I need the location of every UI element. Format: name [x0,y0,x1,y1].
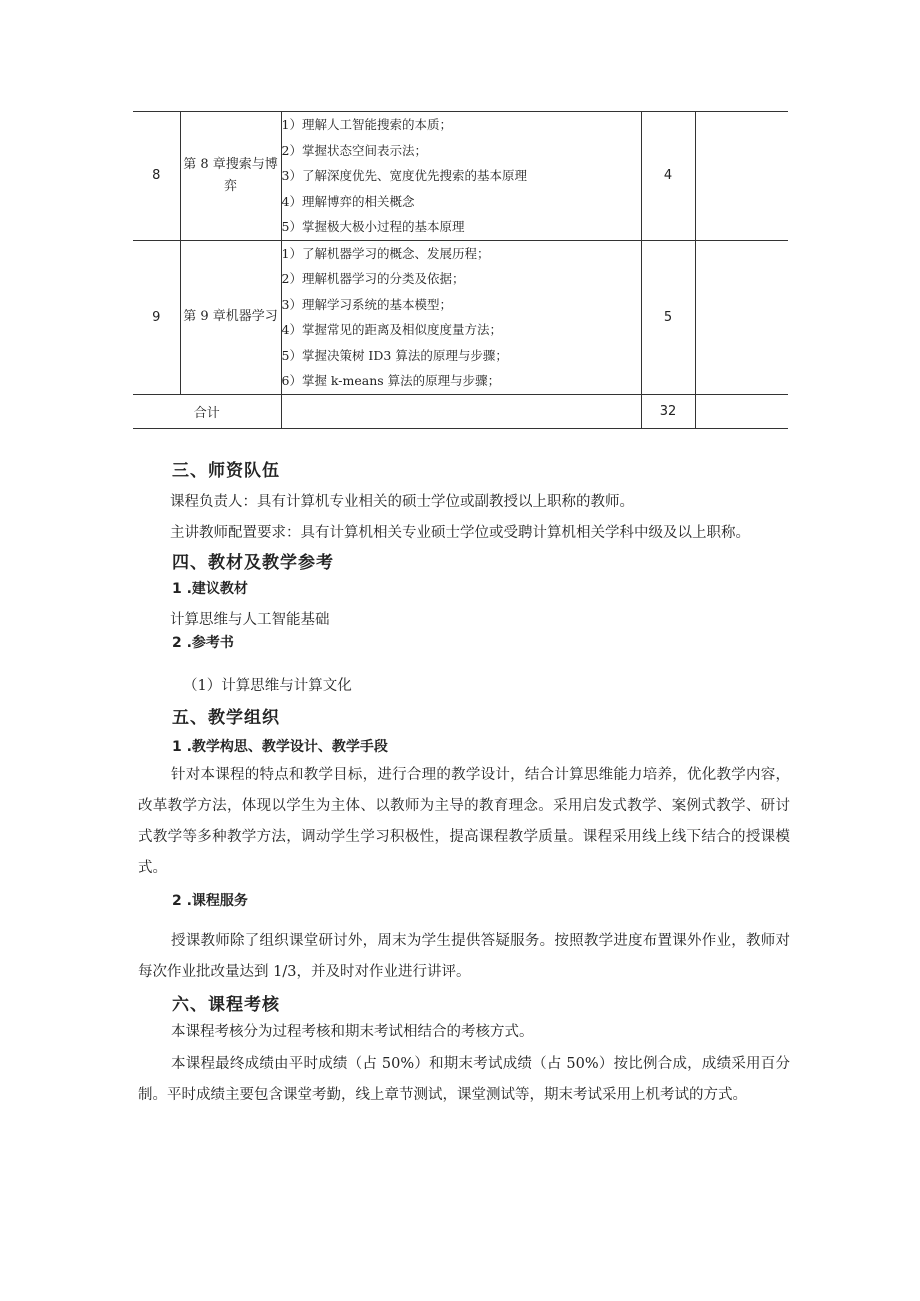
subheading-references: 2 .参考书 [172,635,234,651]
note-cell [695,112,788,241]
total-row [133,394,788,428]
subheading-textbook: 1 .建议教材 [172,581,248,597]
total-note-cell [695,394,788,428]
section-title-assessment: 六、课程考核 [172,995,280,1015]
section-title-textbooks: 四、教材及教学参考 [172,553,334,573]
section-title-faculty: 三、师资队伍 [172,461,280,481]
goal-item: 4）理解博弈的相关概念 [281,193,415,209]
reference-item: （1）计算思维与计算文化 [183,678,352,694]
row-number: 8 [133,112,180,241]
goal-item: 3）理解学习系统的基本模型； [281,296,452,312]
assessment-paragraph-2: 本课程最终成绩由平时成绩（占 50%）和期末考试成绩（占 50%）按比例合成，成绩采用百分制。平时成绩主要包含课堂考勤，线上章节测试，课堂测试等，期末考试采用上机考试的方式。 [138,1056,790,1103]
total-goals-cell [281,394,641,428]
goal-item: 2）理解机器学习的分类及依据； [281,271,465,286]
goal-item: 6）掌握 k-means 算法的原理与步骤； [281,373,501,388]
subheading-course-service: 2 .课程服务 [172,893,248,909]
row-number: 9 [133,240,180,394]
syllabus-table [133,111,788,429]
course-service-paragraph: 授课教师除了组织课堂研讨外，周末为学生提供答疑服务。按照教学进度布置课外作业，教师对每次作业批改量达到 1/3，并及时对作业进行讲评。 [138,933,790,980]
goal-item: 1）了解机器学习的概念、发展历程； [281,245,490,261]
section-title-organization: 五、教学组织 [172,708,280,728]
goal-item: 1）理解人工智能搜索的本质； [281,117,452,132]
goals-cell [281,112,641,241]
goal-item: 2）掌握状态空间表示法； [281,142,427,158]
hours-cell: 5 [641,240,695,394]
goal-item: 5）掌握决策树 ID3 算法的原理与步骤； [281,347,508,363]
goal-item: 4）掌握常见的距离及相似度度量方法； [281,322,502,337]
note-cell [695,240,788,394]
table-row [133,240,788,394]
textbook-title: 计算思维与人工智能基础 [170,612,330,628]
total-label: 合计 [133,394,281,428]
faculty-lead-text: 课程负责人：具有计算机专业相关的硕士学位或副教授以上职称的教师。 [170,494,634,510]
faculty-requirement-text: 主讲教师配置要求：具有计算机相关专业硕士学位或受聘计算机相关学科中级及以上职称。 [170,525,750,541]
subheading-teaching-design: 1 .教学构思、教学设计、教学手段 [172,739,388,755]
chapter-title: 第 8 章搜索与博弈 [180,112,281,241]
goal-item: 3）了解深度优先、宽度优先搜索的基本原理 [281,168,527,183]
total-hours: 32 [641,394,695,428]
goals-cell [281,240,641,394]
goal-item: 5）掌握极大极小过程的基本原理 [281,219,465,234]
table-row [133,112,788,241]
assessment-paragraph-1: 本课程考核分为过程考核和期末考试相结合的考核方式。 [171,1024,534,1040]
teaching-design-paragraph: 针对本课程的特点和教学目标，进行合理的教学设计，结合计算思维能力培养，优化教学内容，改革教学方法，体现以学生为主体、以教师为主导的教育理念。采用启发式教学、案例式教学、研讨式教学等多种教学方法，调动学生学习积极性，提高课程教学质量。课程采用线上线下结合的授课模式。 [138,767,790,876]
chapter-title: 第 9 章机器学习 [180,240,281,394]
hours-cell: 4 [641,112,695,241]
